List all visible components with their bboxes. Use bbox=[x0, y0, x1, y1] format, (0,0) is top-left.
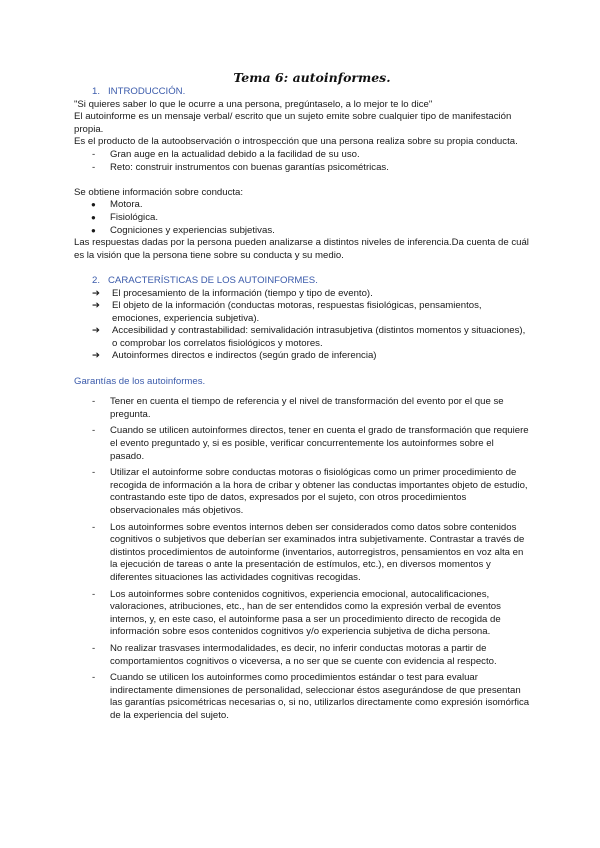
bullet-icon: ● bbox=[91, 225, 96, 235]
section-heading-characteristics bbox=[74, 275, 530, 288]
conduct-bullet-list bbox=[74, 199, 530, 237]
list-item: - Gran auge en la actualidad debido a la facilidad de su uso. bbox=[92, 148, 360, 160]
page-title: Tema 6: autoinformes. bbox=[233, 70, 391, 85]
arrow-icon: ➔ bbox=[92, 325, 101, 337]
dash-marker: - bbox=[92, 396, 96, 408]
section-number: 2. bbox=[92, 274, 101, 286]
list-item: ● Cogniciones y experiencias subjetivas. bbox=[91, 224, 275, 236]
list-item: ➔ El procesamiento de la información (tiempo y tipo de evento). bbox=[92, 287, 373, 299]
bullet-icon: ● bbox=[91, 212, 96, 222]
list-item: - Utilizar el autoinforme sobre conductas motoras o fisiológicas como un primer procedimiento de recogida de información a la hora de cribar y obtener las conductas importantes objeto de estudio, contrastando este tipo de datos, expresados por el sujeto, con otros procedimientos observacionales más objetivos. bbox=[92, 467, 528, 516]
list-item: - No realizar trasvases intermodalidades, es decir, no inferir conductas motoras a partir de comportamientos cognitivos o viceversa, a no ser que se cuente con evidencia al respecto. bbox=[92, 642, 497, 667]
characteristics-arrow-list bbox=[74, 288, 530, 364]
list-item: ➔ El objeto de la información (conductas motoras, respuestas fisiológicas, pensamientos, emociones, experiencia subjetiva). bbox=[92, 300, 482, 324]
list-item: ● Fisiológica. bbox=[91, 211, 158, 223]
dash-marker: - bbox=[92, 588, 96, 600]
bullet-icon: ● bbox=[91, 200, 96, 210]
intro-paragraph: Es el producto de la autoobservación o introspección que una persona realiza sobre su propia conducta. bbox=[74, 136, 518, 148]
list-item: ● Motora. bbox=[91, 199, 143, 211]
guarantees-dash-list bbox=[74, 396, 530, 722]
list-item: - Cuando se utilicen autoinformes directos, tener en cuenta el grado de transformación que requiere el evento preguntado y, si es posible, verificar concurrentemente los autoinformes sobre el pasado. bbox=[92, 425, 529, 462]
list-item: ➔ Autoinformes directos e indirectos (según grado de inferencia) bbox=[92, 350, 377, 362]
dash-marker: - bbox=[92, 161, 96, 173]
section-number: 1. bbox=[92, 86, 101, 97]
dash-marker: - bbox=[92, 521, 96, 533]
intro-closing: Las respuestas dadas por la persona pueden analizarse a distintos niveles de inferencia.Da cuenta de cuál es la visión que la persona tiene sobre su conducta y su medio. bbox=[74, 237, 529, 261]
intro-dash-list bbox=[74, 149, 530, 174]
list-item: ➔ Accesibilidad y contrastabilidad: semivalidación intrasubjetiva (distintos momentos y situaciones), o comprobar los correlatos fisiológicos y motores. bbox=[92, 325, 526, 349]
info-lead: Se obtiene información sobre conducta: bbox=[74, 186, 244, 198]
dash-marker: - bbox=[92, 672, 96, 684]
section-heading-text: INTRODUCCIÓN. bbox=[108, 86, 186, 97]
list-item: - Los autoinformes sobre eventos internos deben ser considerados como datos sobre contenidos cognitivos o subjetivos que deberían ser examinados intra subjetivamente. Contrastar a través de distintos procedimientos de autoinforme (inventarios, autorregistros, pensamientos en voz alta en la ejecución de tareas o ante la presentación de estímulos, etc.), en diversos momentos y diferentes situaciones las actividades cognitivas recogidas. bbox=[92, 521, 525, 583]
intro-quote: "Si quieres saber lo que le ocurre a una persona, pregúntaselo, a lo mejor te lo dice" bbox=[74, 98, 433, 110]
dash-marker: - bbox=[92, 467, 96, 479]
arrow-icon: ➔ bbox=[92, 350, 101, 362]
dash-marker: - bbox=[92, 148, 96, 160]
guarantees-heading: Garantías de los autoinformes. bbox=[74, 375, 206, 387]
document-page bbox=[74, 70, 530, 727]
dash-marker: - bbox=[92, 425, 96, 437]
arrow-icon: ➔ bbox=[92, 300, 101, 312]
list-item: - Reto: construir instrumentos con buenas garantías psicométricas. bbox=[92, 161, 389, 173]
list-item: - Los autoinformes sobre contenidos cognitivos, experiencia emocional, autocalificaciones, valoraciones, atribuciones, etc., han de ser entendidos como la expresión verbal de eventos internos, y, en este caso, el autoinforme pasa a ser un procedimiento directo de recogida de información sobre esos contenidos cognitivos y/o experiencia subjetiva de dicha persona. bbox=[92, 588, 501, 638]
arrow-icon: ➔ bbox=[92, 287, 101, 299]
section-heading-text: CARACTERÍSTICAS DE LOS AUTOINFORMES. bbox=[108, 274, 318, 286]
dash-marker: - bbox=[92, 642, 96, 654]
intro-paragraph: El autoinforme es un mensaje verbal/ escrito que un sujeto emite sobre cualquier tipo de manifestación propia. bbox=[74, 111, 512, 135]
section-heading-intro bbox=[74, 86, 530, 99]
list-item: - Tener en cuenta el tiempo de referencia y el nivel de transformación del evento por el que se pregunta. bbox=[92, 396, 504, 420]
list-item: - Cuando se utilicen los autoinformes como procedimientos estándar o test para evaluar indirectamente dimensiones de personalidad, seleccionar éstos asegurándose de que presentan las garantías psicométricas necesarias o, si no, utilizarlos directamente como expresión isomórfica de la experiencia del sujeto. bbox=[92, 672, 530, 721]
